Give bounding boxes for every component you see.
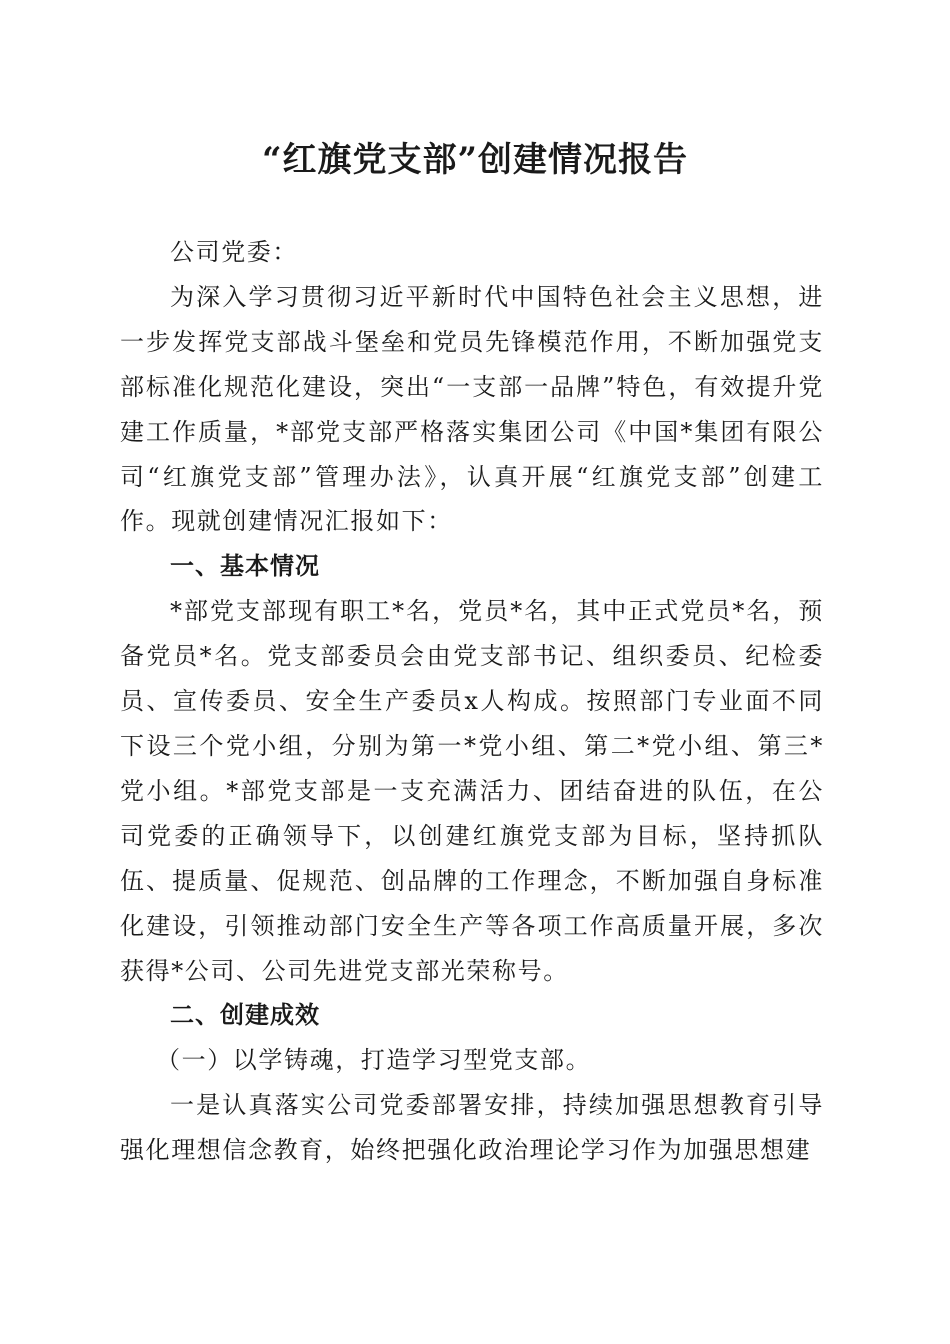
subsection-heading-study: （一）以学铸魂，打造学习型党支部。 (156, 1046, 592, 1075)
document-title: “红旗党支部”创建情况报告 (261, 140, 689, 180)
basic-info-paragraph: *部党支部现有职工*名，党员*名，其中正式党员*名，预备党员*名。党支部委员会由党支部书记、组织委员、纪检委员、宣传委员、安全生产委员x人构成。按照部门专业面不同下设三个党小组，分别为第一*党小组、第二*党小组、第三*党小组。*部党支部是一支充满活力、团结奋进的队伍，在公司党委的正确领导下，以创建红旗党支部为目标，坚持抓队伍、提质量、促规范、创品牌的工作理念，不断加强自身标准化建设，引领推动部门安全生产等各项工作高质量开展，多次获得*公司、公司先进党支部光荣称号。 (120, 597, 824, 985)
section-heading-basic-info: 一、基本情况 (170, 552, 320, 581)
study-paragraph: 一是认真落实公司党委部署安排，持续加强思想教育引导强化理想信念教育，始终把强化政治理论学习作为加强思想建 (120, 1091, 824, 1165)
document-body (120, 230, 824, 1173)
section-heading-achievements: 二、创建成效 (170, 1001, 320, 1030)
salutation: 公司党委： (170, 238, 298, 266)
intro-paragraph: 为深入学习贯彻习近平新时代中国特色社会主义思想，进一步发挥党支部战斗堡垒和党员先锋模范作用，不断加强党支部标准化规范化建设，突出“一支部一品牌”特色，有效提升党建工作质量，*部党支部严格落实集团公司《中国*集团有限公司“红旗党支部”管理办法》，认真开展“红旗党支部”创建工作。现就创建情况汇报如下： (120, 282, 824, 536)
